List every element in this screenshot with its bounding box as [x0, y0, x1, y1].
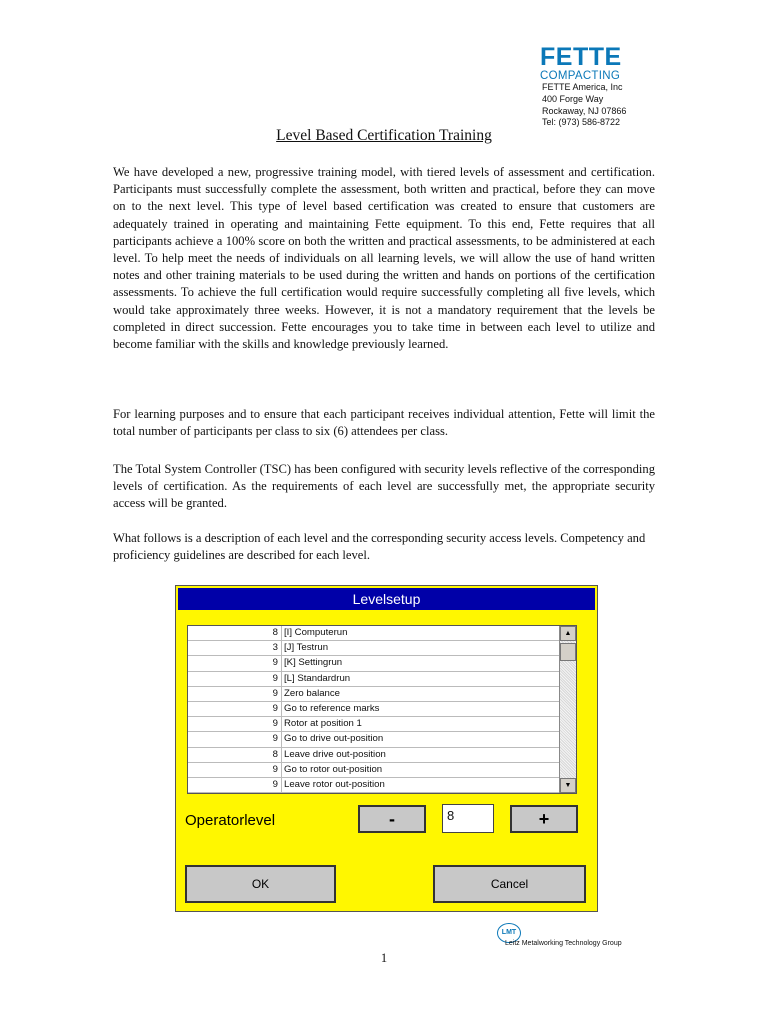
row-name: Leave rotor out-position [284, 778, 385, 790]
operator-level-label: Operatorlevel [185, 812, 276, 829]
row-name: Go to drive out-position [284, 733, 384, 745]
row-level: 9 [272, 657, 278, 669]
list-item[interactable] [188, 732, 576, 747]
intro-paragraph: We have developed a new, progressive training model, with tiered levels of assessment and certification. Participants must successfully complete the assessment, both written and practical, before they can move on to the next level. This type of level based certification was created to ensure that customers are adequately trained in operating and maintaining Fette equipment. To this end, Fette requires that all participants achieve a 100% score on both the written and practical assessments, to be administered at each level. To help meet the needs of individuals on all learning levels, we will allow the use of hand written notes and other training materials to be used during the written and hands on portions of the certification assessments. To achieve the full certification would require successfully completing all five levels, which would take approximately three weeks. However, it is not a mandatory requirement that the levels be completed in direct succession. Fette encourages you to take time in between each level to utilize and become familiar with the skills and knowledge previously learned. [113, 165, 655, 352]
logo-subtitle: COMPACTING [540, 70, 621, 82]
address-line: FETTE America, Inc [542, 82, 623, 92]
list-item[interactable] [188, 717, 576, 732]
cancel-button[interactable]: Cancel [433, 865, 586, 903]
list-item[interactable] [188, 656, 576, 671]
class-size-paragraph: For learning purposes and to ensure that each participant receives individual attention, Fette will limit the total number of participants per class to six (6) attendees per class. [113, 407, 655, 439]
row-level: 9 [272, 687, 278, 699]
operator-level-input[interactable]: 8 [442, 804, 494, 833]
row-name: Rotor at position 1 [284, 718, 362, 730]
tsc-paragraph: The Total System Controller (TSC) has been configured with security levels reflective of the corresponding levels of certification. As the requirements of each level are successfully met, the appropriate security access will be granted. [113, 462, 655, 511]
decrease-level-button[interactable]: - [358, 805, 426, 833]
row-name: Leave drive out-position [284, 748, 386, 760]
row-level: 9 [272, 778, 278, 790]
list-item[interactable] [188, 702, 576, 717]
list-item[interactable] [188, 748, 576, 763]
row-name: Zero balance [284, 687, 340, 699]
lmt-group-name: Leitz Metalworking Technology Group [505, 940, 622, 947]
logo-brand: FETTE [540, 43, 622, 71]
row-level: 3 [272, 642, 278, 654]
dialog-title: Levelsetup [178, 588, 595, 610]
list-item[interactable] [188, 626, 576, 641]
row-level: 9 [272, 718, 278, 730]
row-name: [L] Standardrun [284, 672, 351, 684]
list-item[interactable] [188, 687, 576, 702]
increase-level-button[interactable]: + [510, 805, 578, 833]
list-item[interactable] [188, 763, 576, 778]
list-scrollbar[interactable] [559, 626, 576, 793]
description-paragraph: What follows is a description of each level and the corresponding security access levels. Competency and proficiency guidelines are described for each level. [113, 531, 646, 563]
ok-button[interactable]: OK [185, 865, 336, 903]
row-level: 9 [272, 763, 278, 775]
address-line: 400 Forge Way [542, 93, 604, 104]
lmt-logo [497, 923, 622, 947]
scroll-thumb[interactable] [560, 643, 576, 661]
row-name: [K] Settingrun [284, 657, 343, 669]
row-level: 8 [272, 627, 278, 638]
company-address [542, 82, 626, 129]
address-line: Rockaway, NJ 07866 [542, 105, 627, 116]
fette-logo [540, 44, 622, 82]
row-level: 9 [272, 672, 278, 684]
row-name: [J] Testrun [284, 642, 329, 654]
row-level: 9 [272, 702, 278, 714]
list-item[interactable] [188, 641, 576, 656]
row-name: Go to rotor out-position [284, 763, 383, 775]
list-item[interactable] [188, 778, 576, 793]
page-title: Level Based Certification Training [276, 127, 492, 144]
scroll-down-icon[interactable]: ▼ [560, 778, 576, 793]
page-number: 1 [380, 951, 388, 965]
row-name: [I] Computerun [284, 627, 348, 638]
row-name: Go to reference marks [284, 702, 380, 714]
row-level: 9 [272, 733, 278, 745]
row-level: 8 [272, 748, 278, 760]
list-item[interactable] [188, 672, 576, 687]
lmt-badge: LMT [497, 923, 521, 943]
scroll-up-icon[interactable]: ▲ [560, 626, 576, 641]
level-list[interactable] [187, 625, 577, 794]
address-line: Tel: (973) 586-8722 [542, 117, 621, 128]
